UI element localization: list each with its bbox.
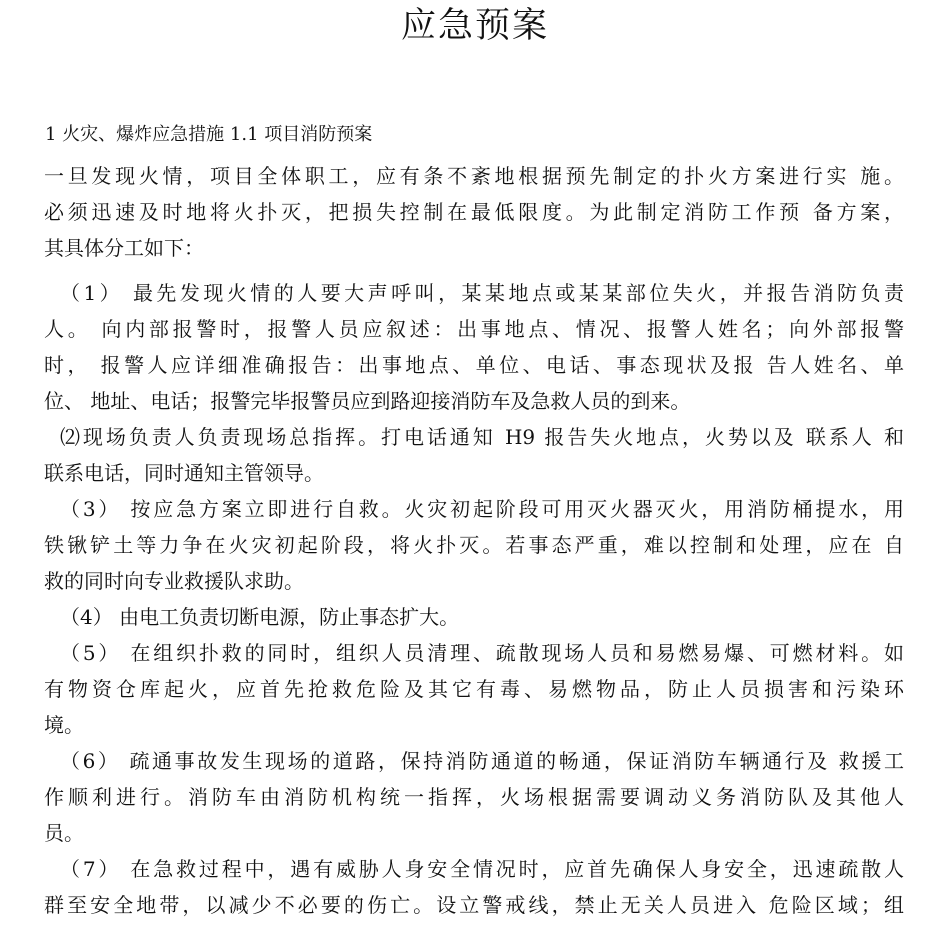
list-item-3 [44,491,904,599]
list-item-1 [44,275,904,419]
item-line: 员。 [44,821,84,845]
item-line: （1） 最先发现火情的人要大声呼叫，某某地点或某某部位失火，并报告消防负责 [60,281,904,305]
intro-paragraph [44,158,904,266]
item-line: （4） 由电工负责切断电源，防止事态扩大。 [60,605,460,629]
item-line: 有物资仓库起火，应首先抢救危险及其它有毒、易燃物品，防止人员损害和污染环 [44,677,904,701]
intro-line: 其具体分工如下： [44,236,204,260]
section-heading: 1 火灾、爆炸应急措施 1.1 项目消防预案 [45,124,373,145]
intro-line: 必须迅速及时地将火扑灭，把损失控制在最低限度。为此制定消防工作预 备方案， [44,200,904,224]
item-line: （3） 按应急方案立即进行自救。火灾初起阶段可用灭火器灭火，用消防桶提水，用 [60,497,904,521]
list-item-2 [44,419,904,491]
item-line: 时， 报警人应详细准确报告：出事地点、单位、电话、事态现状及报 告人姓名、单 [44,353,904,377]
item-line: ⑵现场负责人负责现场总指挥。打电话通知 H9 报告失火地点，火势以及 联系人 和 [60,425,904,449]
item-line: 作顺利进行。消防车由消防机构统一指挥，火场根据需要调动义务消防队及其他人 [44,785,904,809]
list-item-4 [44,599,904,635]
item-line: 联系电话，同时通知主管领导。 [44,461,324,485]
document-title: 应急预案 [400,6,549,46]
item-line: （5） 在组织扑救的同时，组织人员清理、疏散现场人员和易燃易爆、可燃材料。如 [60,641,904,665]
item-line: 境。 [44,713,84,737]
item-line: 人。 向内部报警时，报警人员应叙述：出事地点、情况、报警人姓名；向外部报警 [44,317,904,341]
item-line: 铁锹铲土等力争在火灾初起阶段，将火扑灭。若事态严重，难以控制和处理，应在 自 [44,533,904,557]
item-line: 救的同时向专业救援队求助。 [44,569,304,593]
list-item-6 [44,743,904,851]
document-body [44,158,904,923]
list-item-7 [44,851,904,923]
item-line: 群至安全地带，以减少不必要的伤亡。设立警戒线，禁止无关人员进入 危险区域；组 [44,893,904,917]
list-item-5 [44,635,904,743]
item-line: 位、 地址、电话；报警完毕报警员应到路迎接消防车及急救人员的到来。 [44,389,691,413]
item-line: （6） 疏通事故发生现场的道路，保持消防通道的畅通，保证消防车辆通行及 救援工 [60,749,904,773]
intro-line: 一旦发现火情，项目全体职工，应有条不紊地根据预先制定的扑火方案进行实 施。 [44,164,904,188]
item-line: （7） 在急救过程中，遇有威胁人身安全情况时，应首先确保人身安全，迅速疏散人 [60,857,904,881]
